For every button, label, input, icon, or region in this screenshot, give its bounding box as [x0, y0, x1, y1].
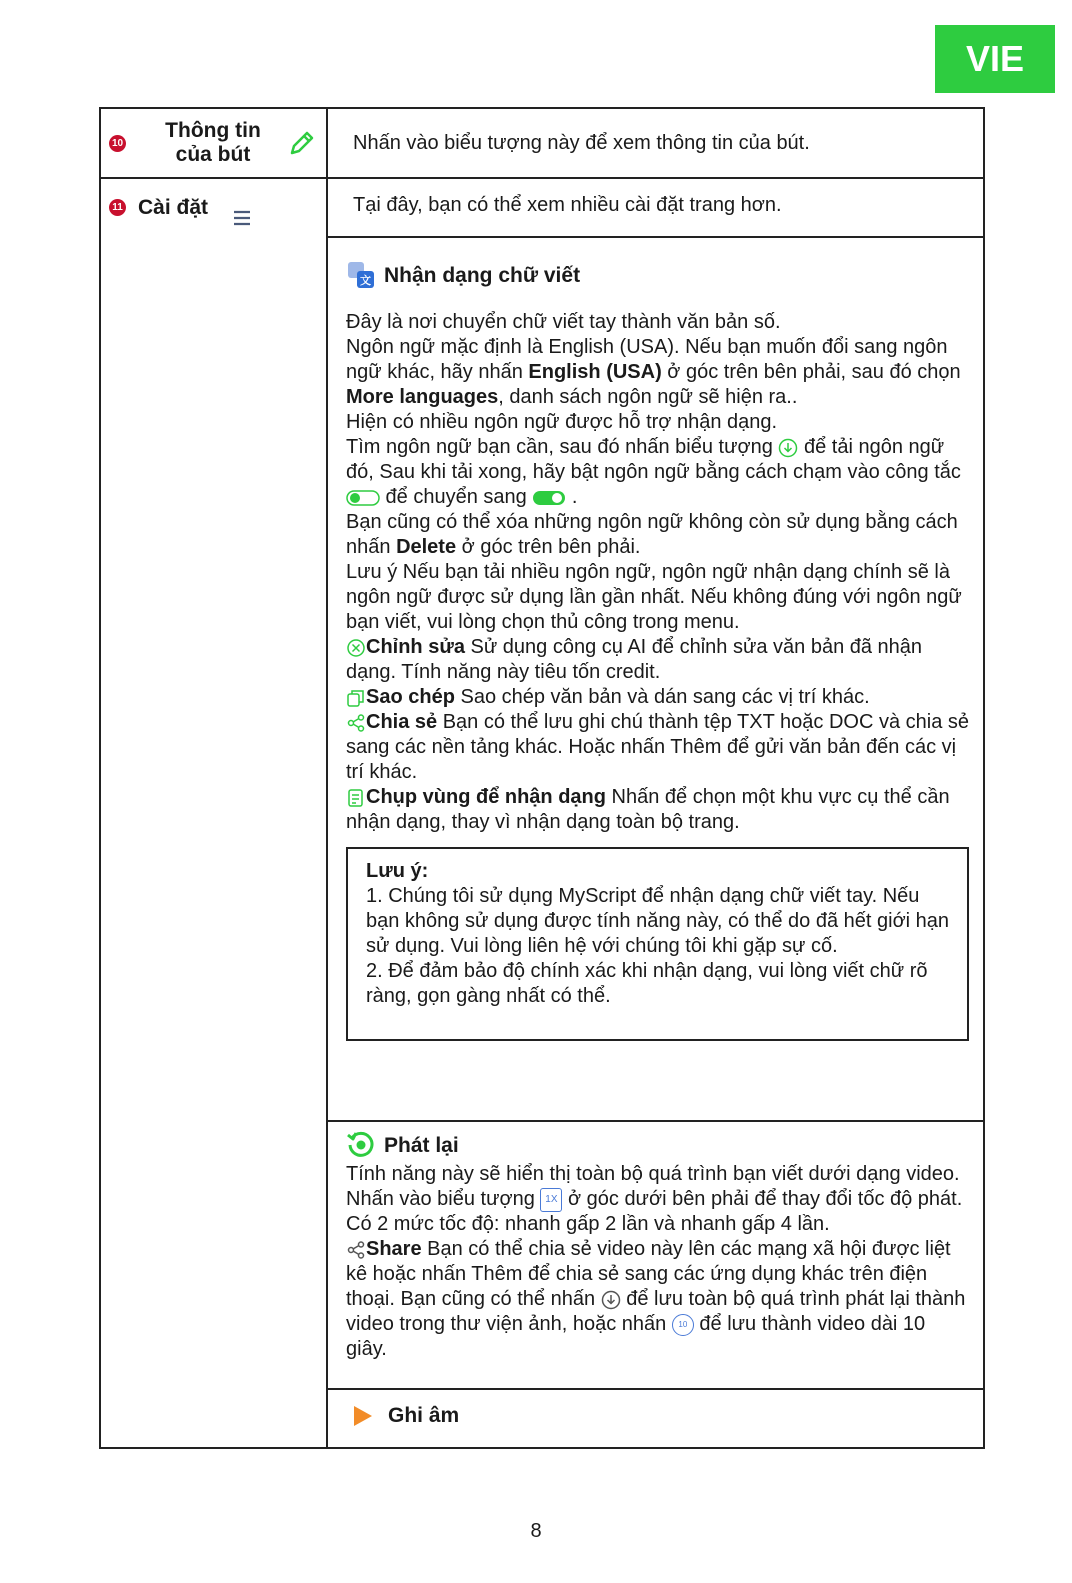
replay-icon [346, 1130, 376, 1160]
text-run: Tìm ngôn ngữ bạn cần, sau đó nhấn biểu tượng [346, 436, 779, 458]
text-run: Bạn cũng có thể xóa những ngôn ngữ không còn sử dụng bằng cách nhấn [346, 511, 958, 558]
text-run: Bạn có thể chia sẻ video này lên các mạng xã hội được liệt kê hoặc nhấn Thêm để chia sẻ sang các ứng dụng khác trên điện thoại. Bạn cũng có thể nhấn [346, 1238, 951, 1310]
paragraph [346, 710, 969, 785]
language-badge: VIE [935, 25, 1055, 93]
item-number-badge: 11 [109, 199, 126, 216]
section-title-text: Nhận dạng chữ viết [384, 263, 581, 287]
text-run: English (USA) [528, 361, 662, 383]
paragraph [346, 335, 969, 410]
text-run: Sao chép văn bản và dán sang các vị trí khác. [454, 686, 870, 708]
pencil-icon [288, 129, 316, 157]
note-box [346, 847, 969, 1041]
paragraph [346, 635, 969, 685]
page-number: 8 [530, 1520, 542, 1542]
translate-icon [346, 260, 376, 290]
toggle-off-icon [346, 489, 380, 507]
text-run: ở góc trên bên phải. [456, 536, 641, 558]
text-run: More languages [346, 386, 499, 408]
text-run: Bạn có thể lưu ghi chú thành tệp TXT hoặc DOC và chia sẻ sang các nền tảng khác. Hoặc nhấn Thêm để gửi văn bản đến các vị trí khác. [346, 711, 970, 783]
toggle-on-icon [532, 489, 566, 507]
feature-label [138, 119, 288, 167]
text-run: Delete [396, 536, 457, 558]
feature-description: Tại đây, bạn có thể xem nhiều cài đặt trang hơn. [353, 194, 782, 216]
section-title [346, 260, 969, 290]
feature-label-cell [100, 108, 327, 178]
text-run: để lưu toàn bộ quá trình phát lại thành video trong thư viện ảnh, hoặc nhấn [346, 1288, 966, 1335]
ai-edit-icon [346, 638, 366, 658]
paragraph: Lưu ý Nếu bạn tải nhiều ngôn ngữ, ngôn ngữ nhận dạng chính sẽ là ngôn ngữ được sử dụng lần gần nhất. Nếu không đúng với ngôn ngữ bạn viết, vui lòng chọn thủ công trong menu. [346, 561, 962, 633]
feature-label-line: Thông tin [165, 119, 261, 142]
text-run: Ngôn ngữ mặc định là English (USA). Nếu bạn muốn đổi sang ngôn ngữ khác, hãy nhấn [346, 336, 948, 383]
playback-section [327, 1121, 984, 1389]
note-title: Lưu ý: [366, 860, 429, 882]
play-icon [352, 1404, 374, 1428]
table-row [100, 178, 984, 237]
timer-10s-icon: 10 [672, 1314, 694, 1336]
text-run: để lưu thành video dài 10 giây. [346, 1313, 926, 1360]
text-run: để tải ngôn ngữ đó, Sau khi tải xong, hãy bật ngôn ngữ bằng cách chạm vào công tắc [346, 436, 961, 483]
paragraph [346, 510, 969, 560]
paragraph [346, 435, 969, 510]
copy-icon [346, 688, 366, 708]
speed-icon: 1X [540, 1188, 562, 1212]
text-run: Nhấn để chọn một khu vực cụ thể cần nhận dạng, thay vì nhận dạng toàn bộ trang. [346, 786, 950, 833]
text-run: , danh sách ngôn ngữ sẽ hiện ra.. [498, 386, 798, 408]
paragraph [346, 1162, 969, 1237]
svg-text:文: 文 [360, 274, 371, 287]
text-run: Chỉnh sửa [366, 636, 465, 658]
paragraph [346, 1237, 969, 1362]
download-icon [601, 1290, 621, 1310]
table-row [100, 108, 984, 178]
feature-description: Nhấn vào biểu tượng này để xem thông tin của bút. [353, 132, 810, 154]
text-run: Sao chép [366, 686, 455, 708]
recording-section [327, 1389, 984, 1448]
section-title-text: Ghi âm [388, 1404, 460, 1427]
paragraph: Đây là nơi chuyển chữ viết tay thành văn bản số. [346, 311, 781, 333]
menu-icon [233, 209, 251, 227]
note-item: 1. Chúng tôi sử dụng MyScript để nhận dạng chữ viết tay. Nếu bạn không sử dụng được tính năng này, có thể do đã hết giới hạn sử dụng. Vui lòng liên hệ với chúng tôi khi gặp sự cố. [366, 885, 950, 957]
paragraph [346, 785, 969, 835]
text-run: để chuyển sang [380, 486, 533, 508]
text-run: ở góc trên bên phải, sau đó chọn [661, 361, 961, 383]
text-run: . [566, 486, 578, 508]
feature-table [99, 107, 985, 1449]
text-run: ở góc dưới bên phải để thay đổi tốc độ phát. Có 2 mức tốc độ: nhanh gấp 2 lần và nhanh gấp 4 lần. [346, 1188, 963, 1235]
section-title-text: Phát lại [384, 1133, 459, 1157]
text-run: Sử dụng công cụ AI để chỉnh sửa văn bản đã nhận dạng. Tính năng này tiêu tốn credit. [346, 636, 923, 683]
feature-label-line: của bút [175, 143, 251, 166]
feature-label: Cài đặt [138, 195, 209, 219]
text-run: Chụp vùng để nhận dạng [366, 786, 606, 808]
item-number-badge: 10 [109, 135, 126, 152]
section-title [346, 1130, 969, 1160]
text-run: Tính năng này sẽ hiển thị toàn bộ quá trình bạn viết dưới dạng video. Nhấn vào biểu tượng [346, 1163, 960, 1210]
note-item: 2. Để đảm bảo độ chính xác khi nhận dạng, vui lòng viết chữ rõ ràng, gọn gàng nhất có thể. [366, 960, 928, 1007]
handwriting-section [327, 237, 984, 1121]
download-icon [778, 438, 798, 458]
feature-description-cell [327, 178, 984, 237]
paragraph: Hiện có nhiều ngôn ngữ được hỗ trợ nhận dạng. [346, 411, 778, 433]
text-run: Chia sẻ [366, 711, 438, 733]
share-icon [346, 1240, 366, 1260]
text-run: Share [366, 1238, 422, 1260]
paragraph [346, 685, 969, 710]
capture-region-icon [346, 788, 366, 808]
feature-label-cell [100, 178, 327, 1448]
share-icon [346, 713, 366, 733]
feature-description-cell [327, 108, 984, 178]
